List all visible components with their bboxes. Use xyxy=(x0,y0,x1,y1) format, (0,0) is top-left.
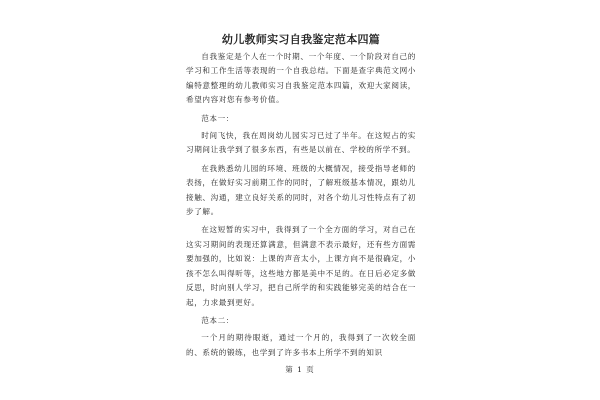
document-body xyxy=(186,33,416,364)
section-heading-1: 范本一： xyxy=(201,113,234,123)
page-number: 第 1 页 xyxy=(285,365,315,374)
section1-paragraph-1: 时间飞快，我在周岗幼儿园实习已过了半年。在这短占的实习期间让我学到了很多东西，有些是以前在、学校的所学不到。 xyxy=(186,131,416,155)
section2-paragraph-1: 一个月的期待眼逝，通过一个月的，我得到了一次较全面的、系统的锻练，也学到了许多书本上所学不到的知识 xyxy=(186,333,416,357)
document-title: 幼儿教师实习自我鉴定范本四篇 xyxy=(221,33,381,46)
section-heading-2: 范本二： xyxy=(201,315,234,325)
section1-paragraph-2: 在我熟悉幼儿园的环境、班级的大概情况，接受指导老师的表扬，在做好实习前期工作的同时，了解班级基本情况，跟幼儿接触、沟通，建立良好关系的同时，对各个幼儿习性特点有了初步了解。 xyxy=(186,163,416,217)
section1-paragraph-3: 在这短暂的实习中，我得到了一个全方面的学习，对自己在这实习期间的表现还算满意，但满意不表示最好，还有些方面需要加强的，比如说：上课的声音太小，上课方向不是很确定，小孩不怎么叫得听等，这些地方都是美中不足的。在日后必定多做反思，时向别人学习，把自己所学的和实践能够完美的结合在一起，力求最到更好。 xyxy=(186,225,416,307)
intro-paragraph: 自我鉴定是个人在一个时期、一个年度、一个阶段对自己的学习和工作生活等表现的一个自我总结。下面是查字典范文网小编特意整理的幼儿教师实习自我鉴定范本四篇，欢迎大家阅读，希望内容对您有参考价值。 xyxy=(186,52,416,105)
